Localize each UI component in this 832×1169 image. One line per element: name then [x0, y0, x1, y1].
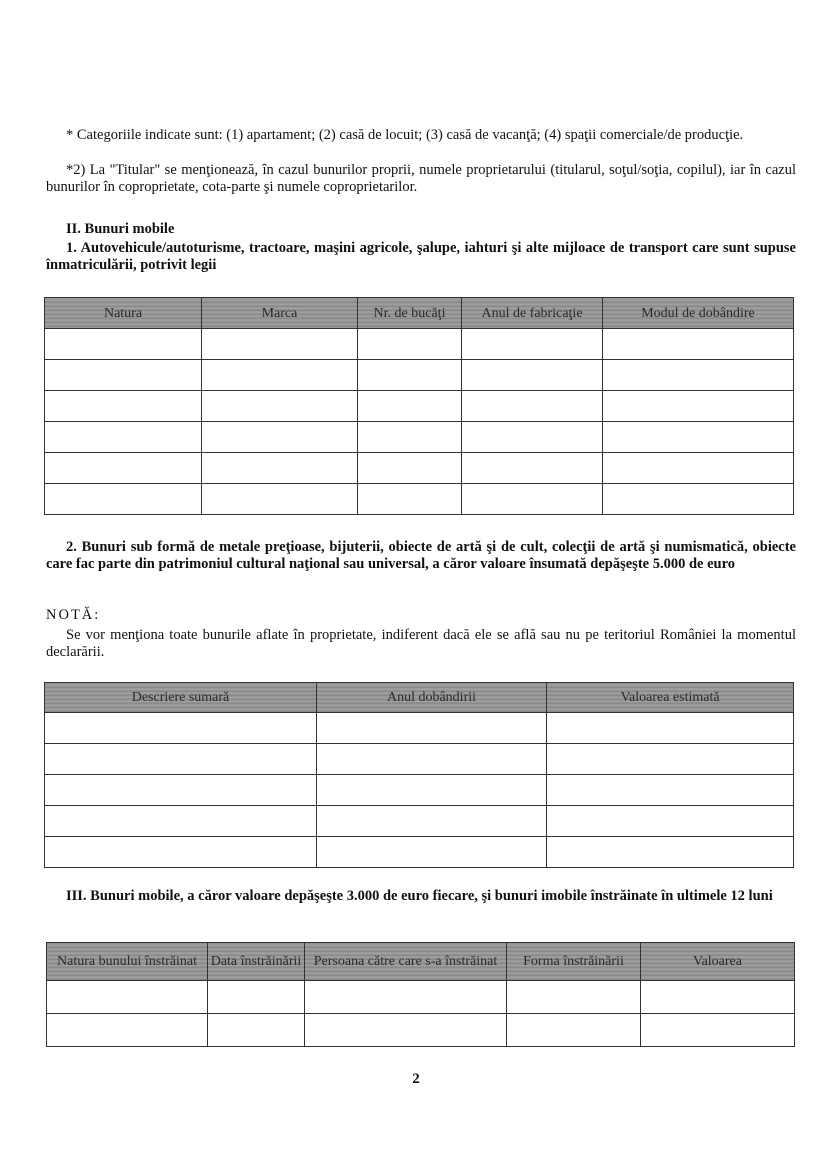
- table-row: [45, 837, 794, 868]
- table-row: [45, 329, 794, 360]
- table-cell[interactable]: [603, 484, 794, 515]
- table-cell[interactable]: [641, 1014, 795, 1047]
- table-header-anul-fabricatie: Anul de fabricaţie: [462, 298, 603, 329]
- table-cell[interactable]: [603, 391, 794, 422]
- table-cell[interactable]: [358, 391, 462, 422]
- table-cell[interactable]: [45, 422, 202, 453]
- table-header-marca: Marca: [202, 298, 358, 329]
- table-cell[interactable]: [45, 360, 202, 391]
- table-cell[interactable]: [317, 744, 547, 775]
- table-cell[interactable]: [45, 744, 317, 775]
- table-cell[interactable]: [358, 484, 462, 515]
- table-header-descriere: Descriere sumară: [45, 683, 317, 713]
- table-row: [45, 484, 794, 515]
- table-cell[interactable]: [547, 744, 794, 775]
- table-cell[interactable]: [208, 981, 305, 1014]
- table-header-data-instrainarii: Data înstrăinării: [208, 943, 305, 981]
- table-row: [47, 1014, 795, 1047]
- table-cell[interactable]: [507, 1014, 641, 1047]
- table-cell[interactable]: [305, 1014, 507, 1047]
- table-row: [47, 981, 795, 1014]
- table-header-anul-dobandirii: Anul dobândirii: [317, 683, 547, 713]
- table-cell[interactable]: [547, 775, 794, 806]
- table-cell[interactable]: [358, 360, 462, 391]
- table-cell[interactable]: [603, 453, 794, 484]
- table-cell[interactable]: [202, 422, 358, 453]
- table-cell[interactable]: [358, 453, 462, 484]
- table-cell[interactable]: [507, 981, 641, 1014]
- table-cell[interactable]: [358, 329, 462, 360]
- page-number: 2: [412, 1071, 420, 1087]
- table-row: [45, 806, 794, 837]
- nota-text: Se vor menţiona toate bunurile aflate în proprietate, indiferent dacă ele se află sau nu pe teritoriul României la momentul declarării.: [46, 627, 796, 660]
- table-cell[interactable]: [462, 391, 603, 422]
- vehicles-table: [44, 297, 794, 515]
- table-cell[interactable]: [45, 713, 317, 744]
- table-cell[interactable]: [317, 837, 547, 868]
- table-row: [45, 775, 794, 806]
- table-cell[interactable]: [358, 422, 462, 453]
- table-cell[interactable]: [641, 981, 795, 1014]
- table-row: [45, 744, 794, 775]
- table-cell[interactable]: [208, 1014, 305, 1047]
- table-cell[interactable]: [45, 391, 202, 422]
- table-cell[interactable]: [317, 806, 547, 837]
- table-cell[interactable]: [47, 1014, 208, 1047]
- table-cell[interactable]: [202, 329, 358, 360]
- table-header-valoarea-estimata: Valoarea estimată: [547, 683, 794, 713]
- table-row: [45, 391, 794, 422]
- table-row: [45, 453, 794, 484]
- section-ii-heading: II. Bunuri mobile: [66, 221, 175, 237]
- table-header-modul-dobandire: Modul de dobândire: [603, 298, 794, 329]
- section-iii-heading: III. Bunuri mobile, a căror valoare depăşeşte 3.000 de euro fiecare, şi bunuri imobile înstrăinate în ultimele 12 luni: [66, 888, 773, 904]
- table-cell[interactable]: [202, 391, 358, 422]
- table-cell[interactable]: [462, 484, 603, 515]
- table-header-forma-instrainarii: Forma înstrăinării: [507, 943, 641, 981]
- table-cell[interactable]: [462, 422, 603, 453]
- table-header-persoana: Persoana către care s-a înstrăinat: [305, 943, 507, 981]
- table-cell[interactable]: [45, 484, 202, 515]
- table-cell[interactable]: [317, 775, 547, 806]
- table-cell[interactable]: [603, 422, 794, 453]
- table-row: [45, 713, 794, 744]
- table-row: [45, 360, 794, 391]
- table-cell[interactable]: [462, 329, 603, 360]
- table-cell[interactable]: [202, 484, 358, 515]
- note-categorii: * Categoriile indicate sunt: (1) apartament; (2) casă de locuit; (3) casă de vacanţă; (4) spaţii comerciale/de producţie.: [66, 127, 744, 143]
- table-cell[interactable]: [547, 837, 794, 868]
- alienated-goods-table: [46, 942, 795, 1047]
- table-header-natura: Natura: [45, 298, 202, 329]
- table-cell[interactable]: [45, 329, 202, 360]
- table-cell[interactable]: [45, 453, 202, 484]
- table-cell[interactable]: [547, 713, 794, 744]
- table-cell[interactable]: [462, 453, 603, 484]
- table-cell[interactable]: [603, 329, 794, 360]
- table-cell[interactable]: [45, 775, 317, 806]
- section-ii-1-heading: 1. Autovehicule/autoturisme, tractoare, maşini agricole, şalupe, iahturi şi alte mijloace de transport care sunt supuse înmatriculării, potrivit legii: [46, 240, 796, 273]
- table-cell[interactable]: [317, 713, 547, 744]
- table-cell[interactable]: [547, 806, 794, 837]
- table-cell[interactable]: [45, 806, 317, 837]
- table-header-valoarea: Valoarea: [641, 943, 795, 981]
- table-cell[interactable]: [603, 360, 794, 391]
- table-cell[interactable]: [305, 981, 507, 1014]
- nota-title: NOTĂ:: [46, 607, 101, 623]
- table-cell[interactable]: [202, 453, 358, 484]
- table-cell[interactable]: [47, 981, 208, 1014]
- table-cell[interactable]: [202, 360, 358, 391]
- table-cell[interactable]: [45, 837, 317, 868]
- section-ii-2-heading: 2. Bunuri sub formă de metale preţioase, bijuterii, obiecte de artă şi de cult, colecţii de artă şi numismatică, obiecte care fac parte din patrimoniul cultural naţional sau universal, a căror valoare însumată depăşeşte 5.000 de euro: [46, 539, 796, 572]
- table-row: [45, 422, 794, 453]
- table-header-natura-bunului: Natura bunului înstrăinat: [47, 943, 208, 981]
- valuables-table: [44, 682, 794, 868]
- table-cell[interactable]: [462, 360, 603, 391]
- table-header-nr-bucati: Nr. de bucăţi: [358, 298, 462, 329]
- note-titular: *2) La "Titular" se menţionează, în cazul bunurilor proprii, numele proprietarului (titularul, soţul/soţia, copilul), iar în cazul bunurilor în coproprietate, cota-parte şi numele coproprietarilor.: [46, 162, 796, 195]
